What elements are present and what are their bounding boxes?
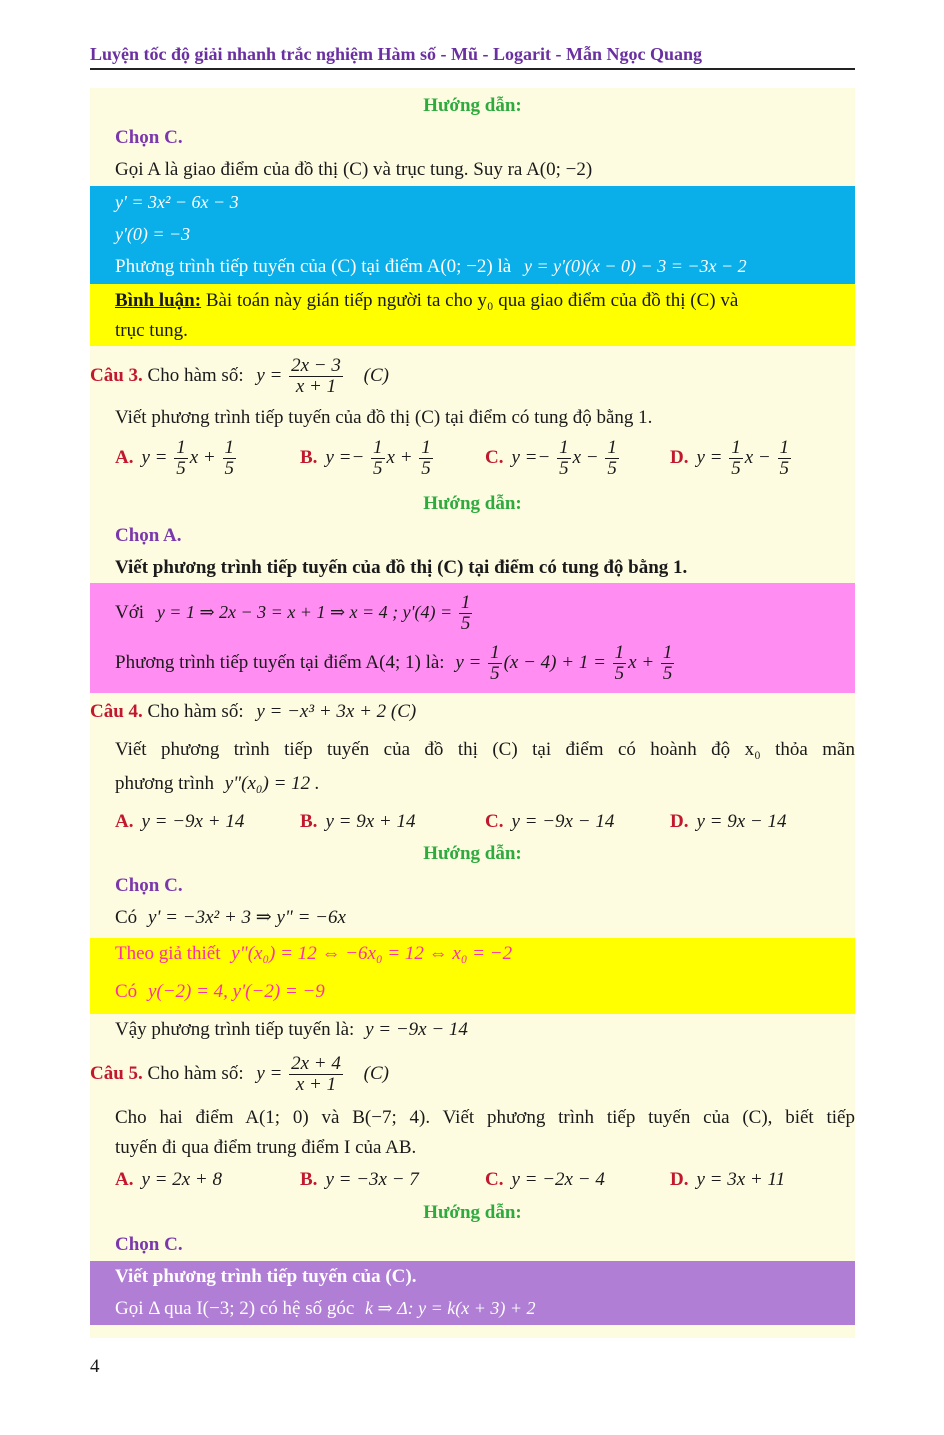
q4-option-b[interactable] xyxy=(300,810,485,834)
q4-hyp-text: Theo giả thiết xyxy=(115,943,221,964)
q3-option-b[interactable] xyxy=(300,438,485,479)
frac-den: 5 xyxy=(176,457,186,479)
q4-hyp-line xyxy=(90,942,855,966)
q3-label: Câu 3. xyxy=(90,364,143,386)
q5-option-d[interactable] xyxy=(670,1168,855,1192)
q3-bold-line: Viết phương trình tiếp tuyến của đồ thị (C) tại điểm có tung độ bằng 1. xyxy=(115,557,688,578)
q5-fn-fraction xyxy=(289,1054,343,1095)
q5-option-a[interactable] xyxy=(115,1168,300,1192)
q3-pt-eq2: (x − 4) + 1 = xyxy=(503,651,606,673)
q3-pt-frac3 xyxy=(661,643,675,684)
q4-co-line xyxy=(90,906,855,930)
option-label: B. xyxy=(300,811,318,832)
choice-q5: Chọn C. xyxy=(115,1234,183,1255)
frac-num: 1 xyxy=(421,437,431,458)
q5-options xyxy=(90,1168,855,1192)
choice-q4: Chọn C. xyxy=(115,875,183,896)
q3-with-frac xyxy=(459,593,473,634)
q4-co-eq: y' = −3x² + 3 ⇒ y" = −6x xyxy=(147,907,346,928)
page-number: 4 xyxy=(90,1356,100,1377)
option-eq: y = −3x − 7 xyxy=(325,1169,419,1190)
option-label: B. xyxy=(300,446,318,468)
header-rule xyxy=(90,68,855,70)
option-mid: x − xyxy=(744,446,771,468)
q4-co2-eq: y(−2) = 4, y'(−2) = −9 xyxy=(147,981,325,1002)
q2-derivative: y' = 3x² − 6x − 3 xyxy=(115,192,239,212)
option-mid: x − xyxy=(572,446,599,468)
q3-pt-frac2 xyxy=(613,643,627,684)
q4-option-c[interactable] xyxy=(485,810,670,834)
q2-line1: Gọi A là giao điểm của đồ thị (C) và trục tung. Suy ra A(0; −2) xyxy=(115,159,593,180)
q4-label: Câu 4. xyxy=(90,701,143,722)
option-label: C. xyxy=(485,446,504,468)
q2-tangent-line xyxy=(90,255,855,279)
option-eq: y = 9x + 14 xyxy=(325,811,416,832)
option-eq: y = 9x − 14 xyxy=(696,811,787,832)
q2-derivative-value: y'(0) = −3 xyxy=(115,224,191,244)
option-eq: y = 2x + 8 xyxy=(141,1169,222,1190)
q3-with-line xyxy=(90,593,855,634)
frac-num: 1 xyxy=(731,437,741,458)
option-pre: y = xyxy=(141,446,168,468)
page-content xyxy=(90,88,855,1338)
q3-pt-text: Phương trình tiếp tuyến tại điểm A(4; 1) là: xyxy=(115,651,445,673)
q4-hyp-eq: y"(x₀) = 12 ⇔ −6x₀ = 12 ⇔ x₀ = −2 xyxy=(231,943,513,964)
frac-num: 1 xyxy=(614,642,625,663)
q2-comment-cont: trục tung. xyxy=(115,320,188,341)
q5-delta-line xyxy=(90,1297,855,1321)
q3-options xyxy=(90,438,855,479)
frac-num: 1 xyxy=(224,437,235,458)
q3-pt-line xyxy=(90,643,855,684)
frac-den: 5 xyxy=(662,662,673,684)
q3-option-d[interactable] xyxy=(670,438,855,479)
option-label: B. xyxy=(300,1169,318,1190)
option-label: A. xyxy=(115,446,134,468)
option-label: A. xyxy=(115,811,134,832)
option-label: C. xyxy=(485,1169,504,1190)
q3-fn-fraction xyxy=(289,356,343,397)
q3-pt-eq1: y = xyxy=(455,651,482,673)
comment-text: Bài toán này gián tiếp người ta cho y₀ qua giao điểm của đồ thị (C) và xyxy=(201,290,739,311)
guide-heading-q5: Hướng dẫn: xyxy=(423,1202,522,1223)
option-label: D. xyxy=(670,1169,689,1190)
frac-den: 5 xyxy=(373,457,383,479)
q4-prompt2-eq: y"(x₀) = 12 . xyxy=(224,773,320,794)
frac-den: 5 xyxy=(731,457,741,479)
option-pre: y = xyxy=(325,446,352,468)
q4-prompt2-text: phương trình xyxy=(115,773,214,794)
option-sign: − xyxy=(351,446,365,468)
q5-bold-line: Viết phương trình tiếp tuyến của (C). xyxy=(115,1266,417,1287)
q4-final-line xyxy=(90,1018,855,1042)
option-frac1 xyxy=(729,438,743,479)
option-frac2 xyxy=(778,438,792,479)
option-eq: y = −9x − 14 xyxy=(511,811,615,832)
q4-header xyxy=(90,700,855,724)
q4-co2-line xyxy=(90,980,855,1004)
q4-final-text: Vậy phương trình tiếp tuyến là: xyxy=(115,1019,355,1040)
q3-fn-den: x + 1 xyxy=(295,375,337,397)
q3-pt-eq3: x + xyxy=(628,651,655,673)
q5-header xyxy=(90,1054,855,1095)
q2-tangent-text: Phương trình tiếp tuyến của (C) tại điểm A(0; −2) là xyxy=(115,256,512,277)
option-sign: − xyxy=(537,446,551,468)
running-header: Luyện tốc độ giải nhanh trắc nghiệm Hàm số - Mũ - Logarit - Mẫn Ngọc Quang xyxy=(90,44,703,64)
q4-final-eq: y = −9x − 14 xyxy=(365,1019,468,1040)
option-eq: y = −2x − 4 xyxy=(511,1169,605,1190)
frac-num: 1 xyxy=(662,642,673,663)
option-frac1 xyxy=(371,438,385,479)
q2-tangent-eq: y = y'(0)(x − 0) − 3 = −3x − 2 xyxy=(523,256,747,276)
option-label: D. xyxy=(670,811,689,832)
q5-prompt-line1: Cho hai điểm A(1; 0) và B(−7; 4). Viết phương trình tiếp tuyến của (C), biết tiếp xyxy=(115,1107,855,1128)
q3-intro: Cho hàm số: xyxy=(147,364,244,386)
q2-comment xyxy=(90,289,855,313)
q3-pt-frac1 xyxy=(488,643,502,684)
option-pre: y = xyxy=(511,446,538,468)
frac-num: 1 xyxy=(559,437,569,458)
option-frac2 xyxy=(605,438,619,479)
option-frac1 xyxy=(557,438,571,479)
option-pre: y = xyxy=(696,446,723,468)
q4-options xyxy=(90,810,855,834)
q4-co2: Có xyxy=(115,981,138,1002)
q3-with-word: Với xyxy=(115,601,145,623)
q5-prompt-line2: tuyến đi qua điểm trung điểm I của AB. xyxy=(115,1137,417,1158)
option-frac2 xyxy=(419,438,433,479)
q4-prompt-line1: Viết phương trình tiếp tuyến của đồ thị (C) tại điểm có hoành độ x₀ thỏa mãn xyxy=(115,739,855,760)
q5-fn-num: 2x + 4 xyxy=(291,1053,341,1074)
frac-den: 5 xyxy=(490,662,500,684)
guide-heading-q3: Hướng dẫn: xyxy=(423,493,522,514)
frac-den: 5 xyxy=(224,457,235,479)
option-label: D. xyxy=(670,446,689,468)
frac-num: 1 xyxy=(460,592,471,613)
q3-fn-c: (C) xyxy=(363,364,389,386)
option-frac2 xyxy=(223,438,237,479)
q4-fn: y = −x³ + 3x + 2 (C) xyxy=(256,701,417,722)
q3-prompt: Viết phương trình tiếp tuyến của đồ thị (C) tại điểm có tung độ bằng 1. xyxy=(115,407,653,428)
frac-den: 5 xyxy=(779,457,790,479)
q5-fn-y: y = xyxy=(256,1062,283,1084)
option-eq: y = −9x + 14 xyxy=(141,811,245,832)
q3-fn-y: y = xyxy=(256,364,283,386)
q3-option-a[interactable] xyxy=(115,438,300,479)
q3-with-eq: y = 1 ⇒ 2x − 3 = x + 1 ⇒ x = 4 ; y'(4) = xyxy=(156,601,453,622)
q5-delta-text: Gọi Δ qua I(−3; 2) có hệ số góc xyxy=(115,1298,355,1319)
q5-option-c[interactable] xyxy=(485,1168,670,1192)
q3-option-c[interactable] xyxy=(485,438,670,479)
frac-num: 1 xyxy=(490,642,500,663)
frac-num: 1 xyxy=(779,437,790,458)
frac-den: 5 xyxy=(421,457,431,479)
q4-intro: Cho hàm số: xyxy=(147,701,244,722)
q3-fn-num: 2x − 3 xyxy=(291,355,341,376)
guide-heading-q2: Hướng dẫn: xyxy=(423,95,522,116)
guide-heading-q4: Hướng dẫn: xyxy=(423,843,522,864)
frac-num: 1 xyxy=(607,437,617,458)
frac-den: 5 xyxy=(559,457,569,479)
frac-den: 5 xyxy=(460,612,471,634)
q5-option-b[interactable] xyxy=(300,1168,485,1192)
option-mid: x + xyxy=(386,446,413,468)
option-label: A. xyxy=(115,1169,134,1190)
choice-q3: Chọn A. xyxy=(115,525,182,546)
option-mid: x + xyxy=(189,446,216,468)
q4-option-a[interactable] xyxy=(115,810,300,834)
frac-den: 5 xyxy=(614,662,625,684)
comment-label: Bình luận: xyxy=(115,290,202,311)
frac-den: 5 xyxy=(607,457,617,479)
choice-q2: Chọn C. xyxy=(115,127,183,148)
option-eq: y = 3x + 11 xyxy=(696,1169,786,1190)
option-label: C. xyxy=(485,811,504,832)
q5-fn-den: x + 1 xyxy=(295,1073,337,1095)
q4-co: Có xyxy=(115,907,138,928)
q4-option-d[interactable] xyxy=(670,810,855,834)
q5-fn-c: (C) xyxy=(363,1062,389,1084)
frac-num: 1 xyxy=(373,437,383,458)
q4-prompt-line2 xyxy=(90,772,855,796)
option-frac1 xyxy=(174,438,188,479)
q5-label: Câu 5. xyxy=(90,1062,143,1084)
frac-num: 1 xyxy=(176,437,186,458)
q5-intro: Cho hàm số: xyxy=(147,1062,244,1084)
q5-delta-eq: k ⇒ Δ: y = k(x + 3) + 2 xyxy=(365,1298,536,1318)
q3-header xyxy=(90,356,855,397)
